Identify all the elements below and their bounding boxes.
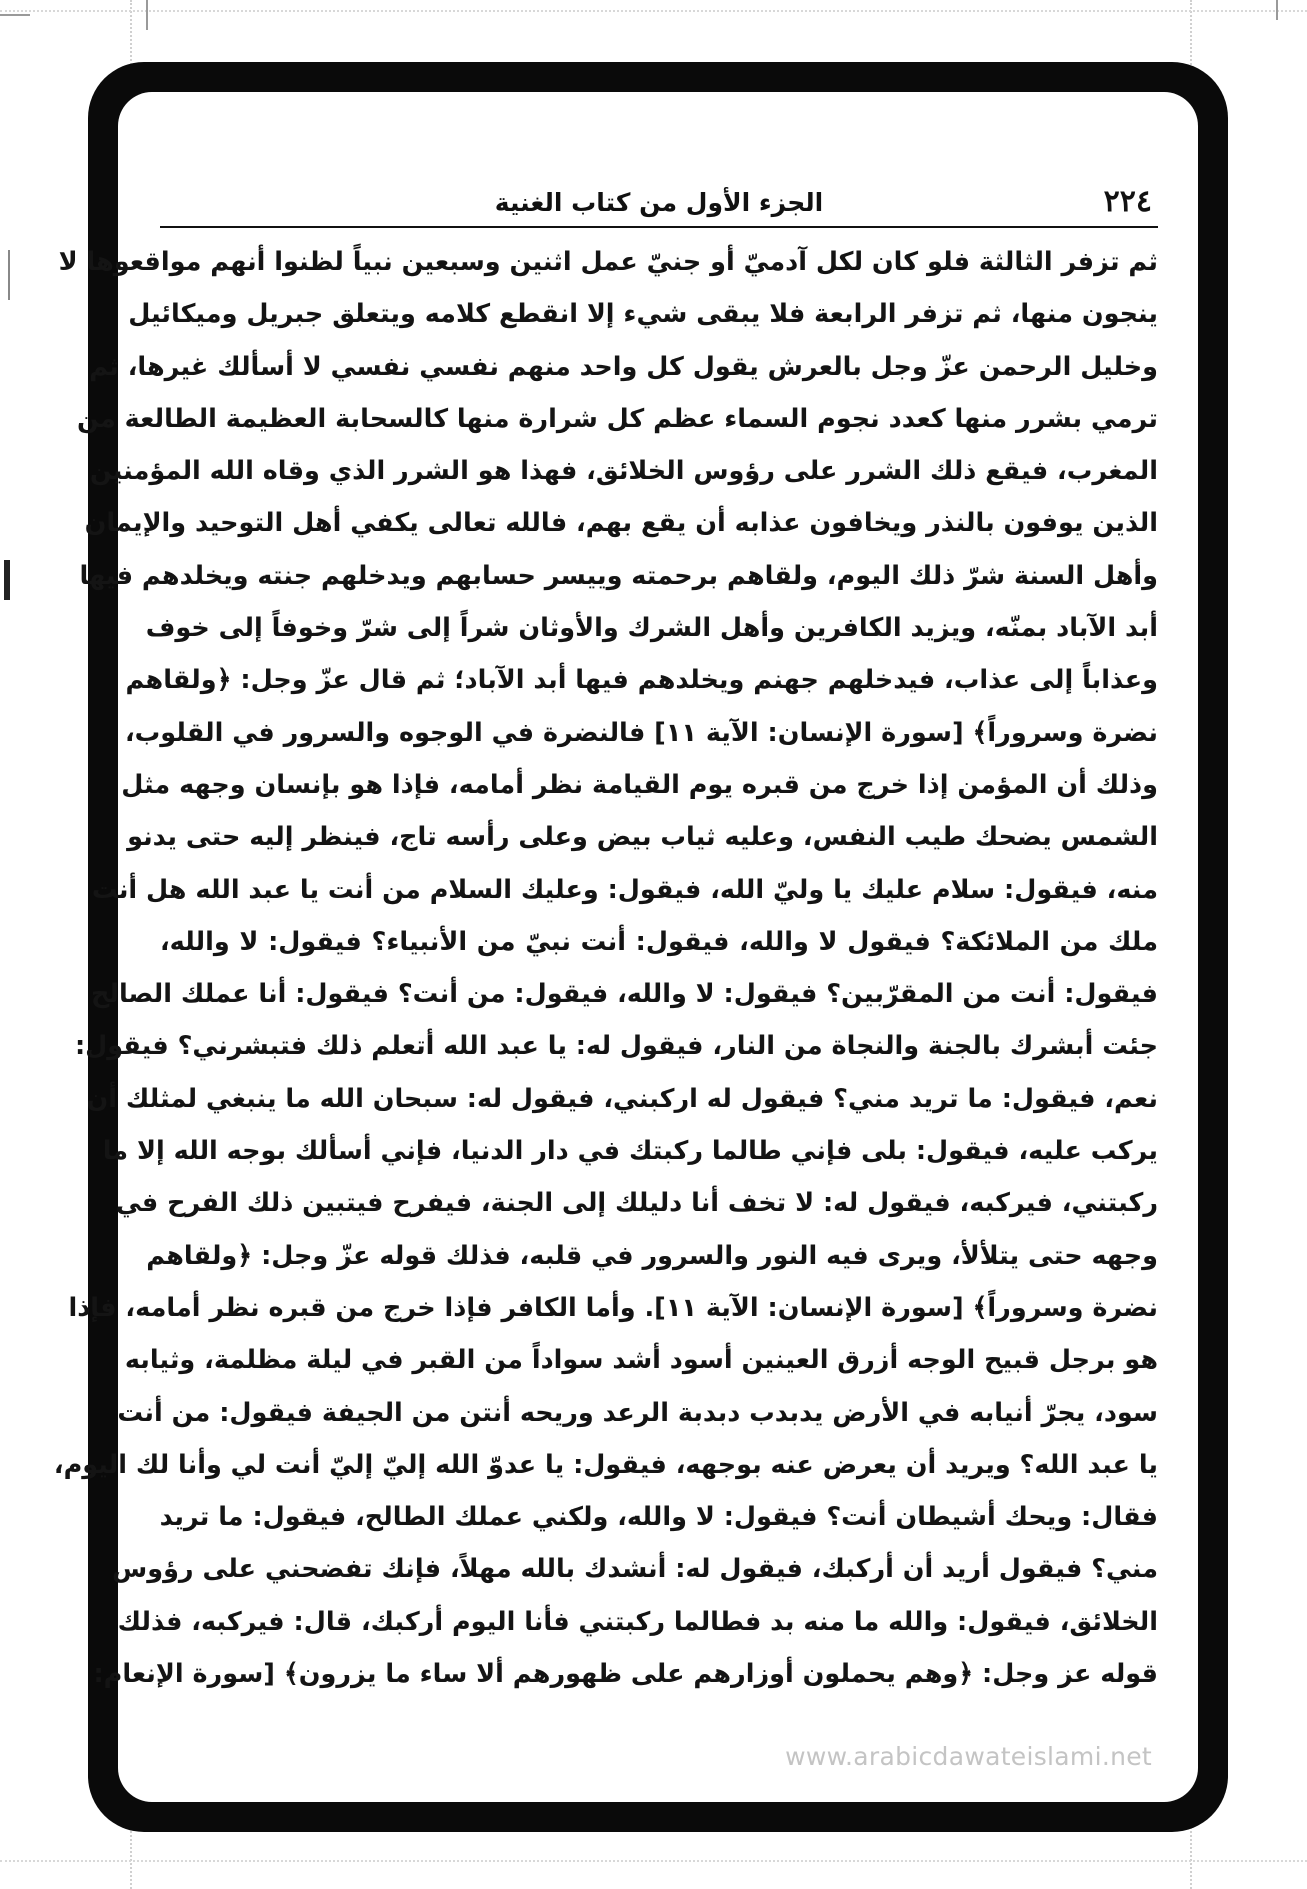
scan-guide-line	[0, 1860, 1307, 1862]
text-line: مني؟ فيقول أريد أن أركبك، فيقول له: أنشدك بالله مهلاً، فإنك تفضحني على رؤوس	[112, 1554, 1158, 1585]
page-number: ٢٢٤	[1103, 184, 1152, 219]
text-line: الخلائق، فيقول: والله ما منه بد فطالما ركبتني فأنا اليوم أركبك، قال: فيركبه، فذلك	[117, 1606, 1158, 1637]
text-line: ترمي بشرر منها كعدد نجوم السماء عظم كل شرارة منها كالسحابة العظيمة الطالعة من	[77, 403, 1158, 434]
text-line: ركبتني، فيركبه، فيقول له: لا تخف أنا دليلك إلى الجنة، فيفرح فيتبين ذلك الفرح في	[115, 1188, 1158, 1219]
crop-mark	[1276, 0, 1278, 20]
text-line: نعم، فيقول: ما تريد مني؟ فيقول له اركبني، فيقول له: سبحان الله ما ينبغي لمثلك أن	[86, 1083, 1158, 1114]
text-line: المغرب، فيقع ذلك الشرر على رؤوس الخلائق، فهذا هو الشرر الذي وقاه الله المؤمنين	[89, 456, 1158, 487]
body-text	[53, 236, 1158, 1700]
watermark: www.arabicdawateislami.net	[785, 1742, 1152, 1771]
text-line: وخليل الرحمن عزّ وجل بالعرش يقول كل واحد منهم نفسي نفسي لا أسألك غيرها، ثم	[89, 351, 1158, 382]
text-line: يا عبد الله؟ ويريد أن يعرض عنه بوجهه، فيقول: يا عدوّ الله إليّ إليّ أنت لي وأنا لك اليوم،	[53, 1449, 1158, 1480]
text-line: الذين يوفون بالنذر ويخافون عذابه أن يقع بهم، فالله تعالى يكفي أهل التوحيد والإيمان	[84, 508, 1158, 539]
text-line: ملك من الملائكة؟ فيقول لا والله، فيقول: أنت نبيّ من الأنبياء؟ فيقول: لا والله،	[160, 926, 1158, 957]
text-line: قوله عز وجل: ﴿وهم يحملون أوزارهم على ظهورهم ألا ساء ما يزرون﴾ [سورة الإنعام:	[93, 1659, 1158, 1690]
text-line: جئت أبشرك بالجنة والنجاة من النار، فيقول له: يا عبد الله أتعلم ذلك فتبشرني؟ فيقول:	[74, 1031, 1158, 1062]
scan-guide-line	[0, 10, 1307, 12]
running-title: الجزء الأول من كتاب الغنية	[494, 188, 824, 217]
text-line: وذلك أن المؤمن إذا خرج من قبره يوم القيامة نظر أمامه، فإذا هو بإنسان وجهه مثل	[121, 769, 1158, 800]
edge-mark	[8, 250, 10, 300]
text-line: وعذاباً إلى عذاب، فيدخلهم جهنم ويخلدهم فيها أبد الآباد؛ ثم قال عزّ وجل: ﴿ولقاهم	[125, 665, 1158, 696]
text-line: فقال: ويحك أشيطان أنت؟ فيقول: لا والله، ولكني عملك الطالح، فيقول: ما تريد	[159, 1502, 1158, 1533]
page-header	[160, 180, 1158, 228]
text-line: منه، فيقول: سلام عليك يا وليّ الله، فيقول: وعليك السلام من أنت يا عبد الله هل أنت	[91, 874, 1158, 905]
text-line: وجهه حتى يتلألأ، ويرى فيه النور والسرور في قلبه، فذلك قوله عزّ وجل: ﴿ولقاهم	[146, 1240, 1158, 1271]
text-line: سود، يجرّ أنيابه في الأرض يدبدب دبدبة الرعد وريحه أنتن من الجيفة فيقول: من أنت	[117, 1397, 1158, 1428]
text-line: ثم تزفر الثالثة فلو كان لكل آدميّ أو جنيّ عمل اثنين وسبعين نبياً لظنوا أنهم مواقعوها لا	[58, 247, 1158, 277]
crop-mark	[146, 0, 148, 30]
text-line: ينجون منها، ثم تزفر الرابعة فلا يبقى شيء إلا انقطع كلامه ويتعلق جبريل وميكائيل	[128, 299, 1158, 330]
edge-mark	[4, 560, 10, 600]
text-line: وأهل السنة شرّ ذلك اليوم، ولقاهم برحمته وييسر حسابهم ويدخلهم جنته ويخلدهم فيها	[79, 560, 1158, 591]
text-line: هو برجل قبيح الوجه أزرق العينين أسود أشد سواداً من القبر في ليلة مظلمة، وثيابه	[124, 1345, 1158, 1376]
text-line: أبد الآباد بمنّه، ويزيد الكافرين وأهل الشرك والأوثان شراً إلى شرّ وخوفاً إلى خوف	[145, 613, 1158, 644]
text-line: فيقول: أنت من المقرّبين؟ فيقول: لا والله، فيقول: من أنت؟ فيقول: أنا عملك الصالح	[91, 979, 1158, 1010]
text-line: نضرة وسروراً﴾ [سورة الإنسان: الآية ١١]. وأما الكافر فإذا خرج من قبره نظر أمامه، فإذا	[68, 1292, 1158, 1323]
text-line: الشمس يضحك طيب النفس، وعليه ثياب بيض وعلى رأسه تاج، فينظر إليه حتى يدنو	[127, 822, 1158, 853]
text-line: نضرة وسروراً﴾ [سورة الإنسان: الآية ١١] فالنضرة في الوجوه والسرور في القلوب،	[125, 717, 1158, 748]
text-line: يركب عليه، فيقول: بلى فإني طالما ركبتك في دار الدنيا، فإني أسألك بوجه الله إلا ما	[102, 1136, 1158, 1167]
crop-mark	[0, 14, 30, 16]
